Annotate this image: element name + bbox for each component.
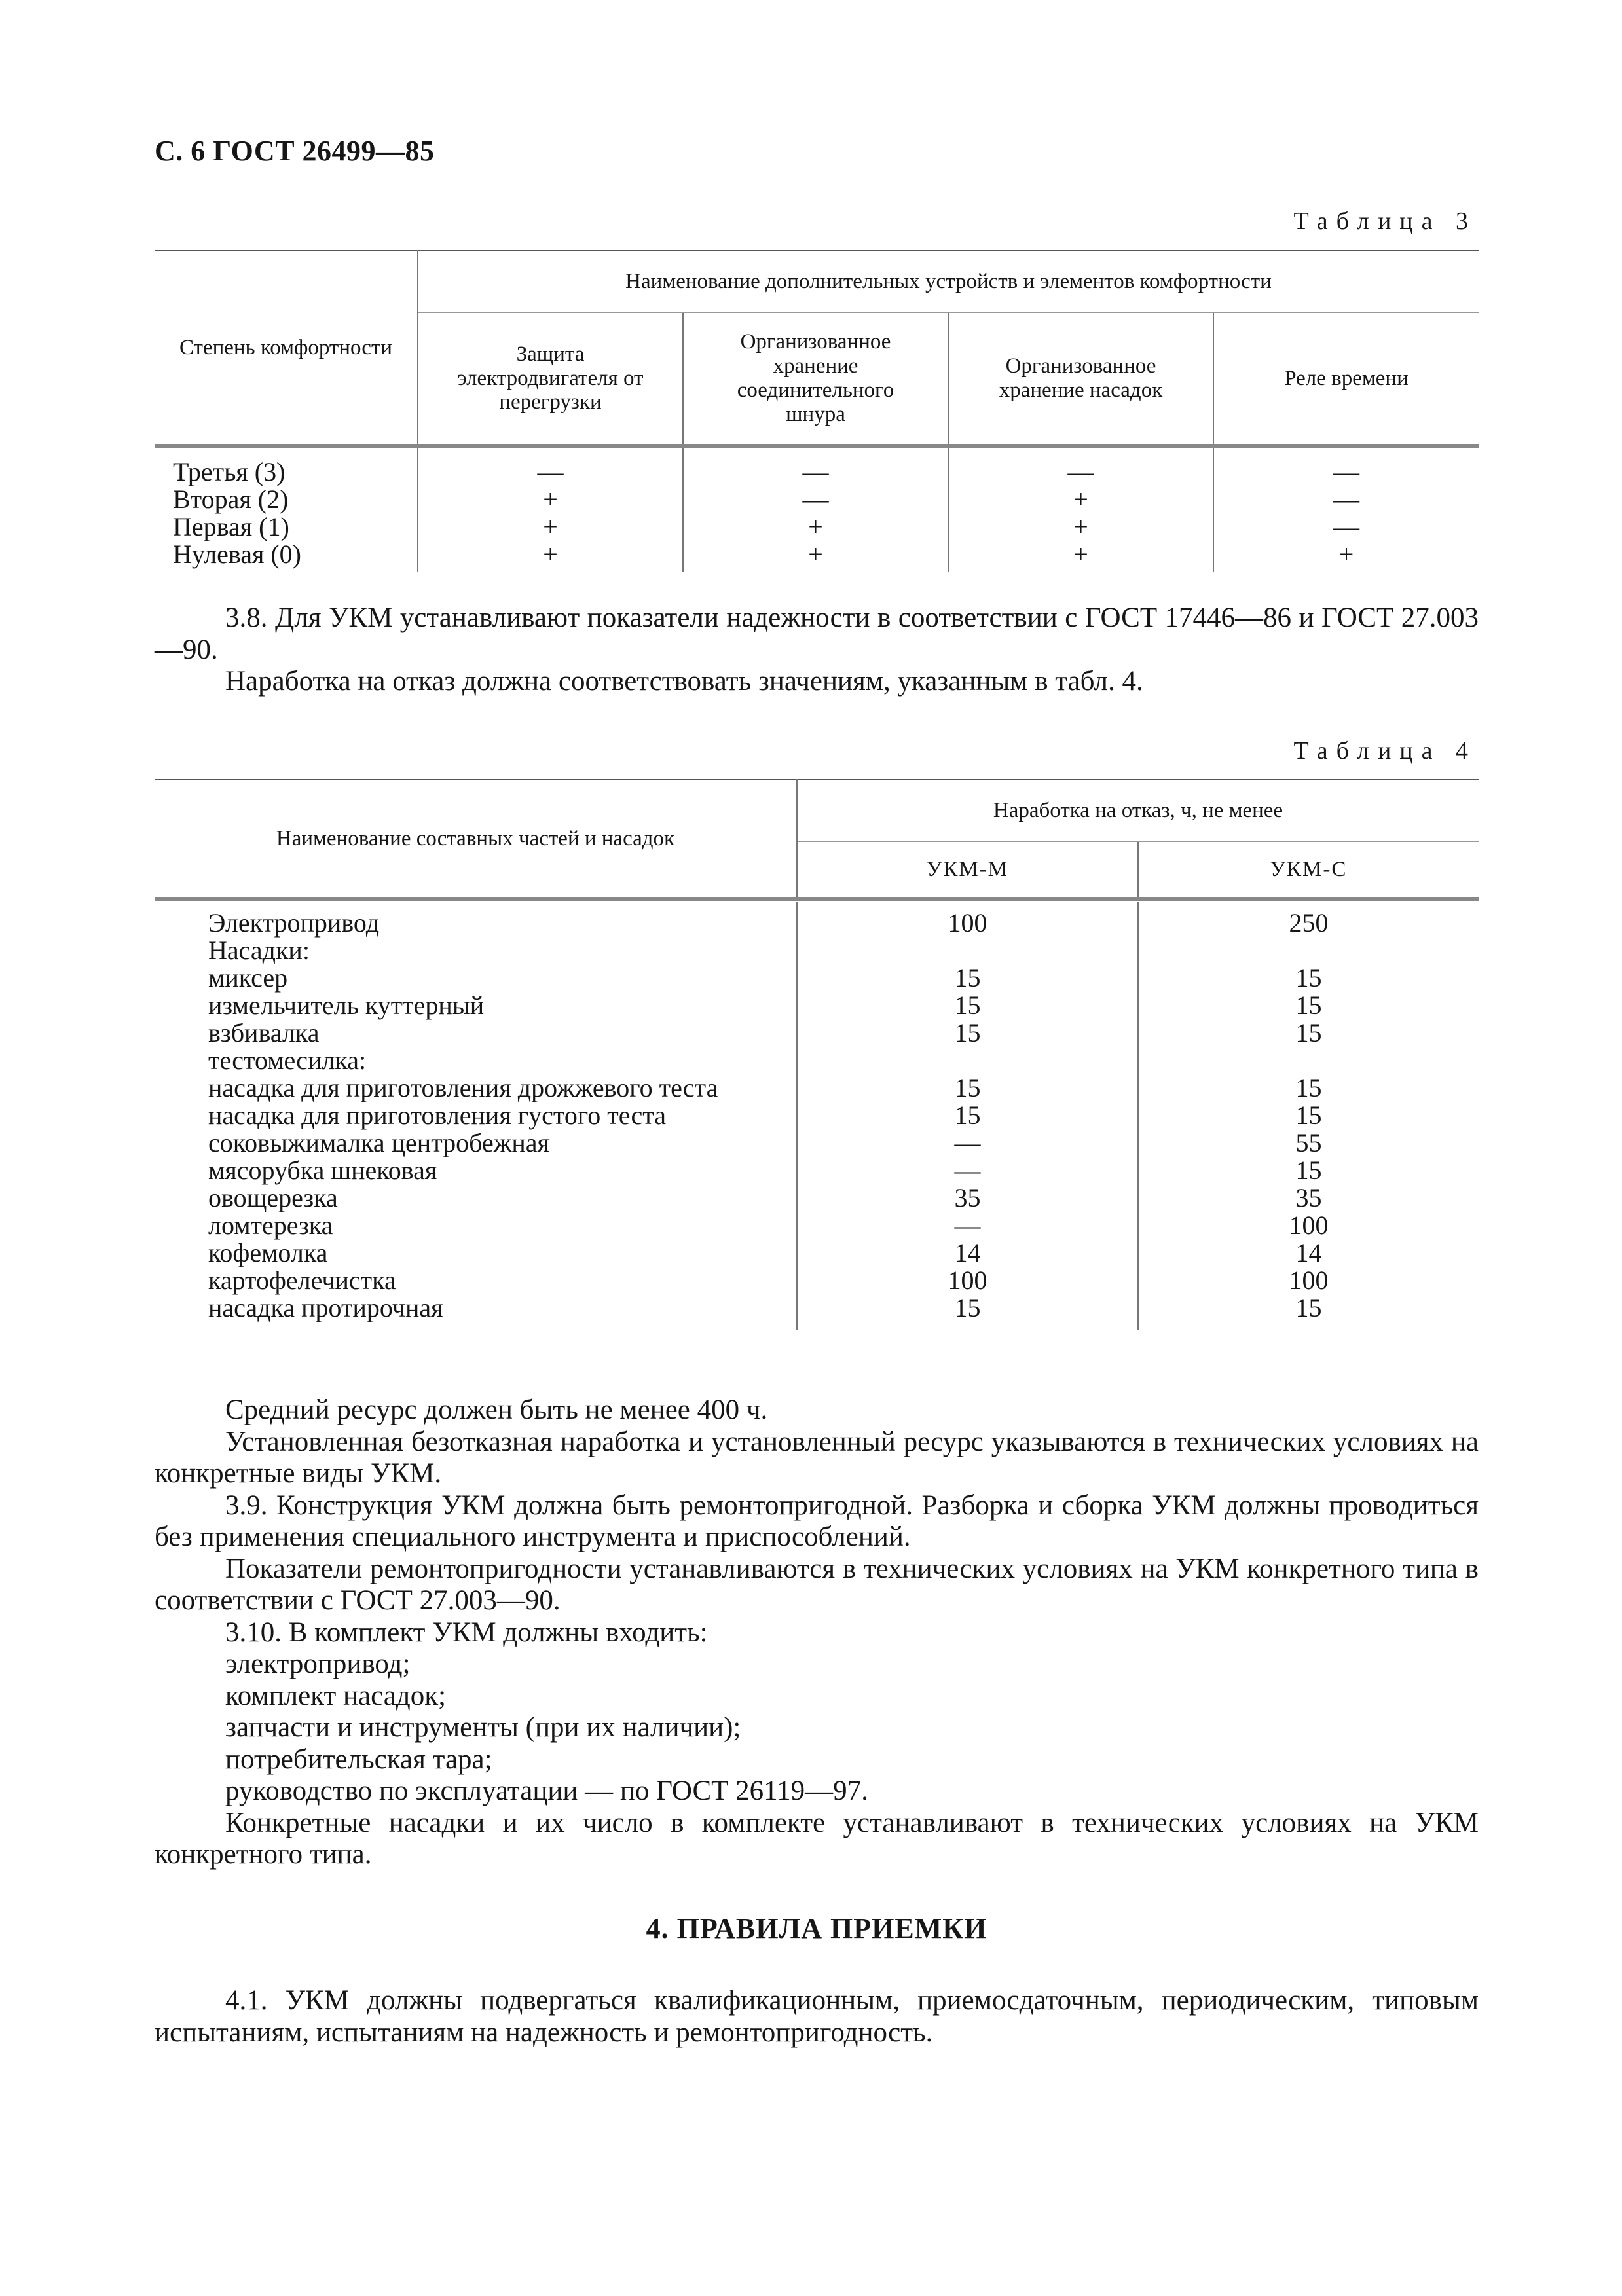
table4-cell: 55 bbox=[1295, 1128, 1322, 1157]
table4-cell: 14 bbox=[1295, 1238, 1322, 1267]
table3-cell: + bbox=[1338, 539, 1354, 569]
table4-row-name: насадка для приготовления дрожжевого теста bbox=[208, 1073, 718, 1102]
paragraph: Показатели ремонтопригодности устанавливаются в технических условиях на УКМ конкретного типа в соответствии с ГОСТ 27.003—90. bbox=[155, 1553, 1479, 1616]
table4-row-names bbox=[155, 902, 797, 1330]
page-header: С. 6 ГОСТ 26499—85 bbox=[155, 135, 435, 167]
table4-row-name: Электропривод bbox=[208, 908, 380, 938]
kit-list-item: потребительская тара; bbox=[225, 1743, 492, 1775]
table3-cell: + bbox=[808, 539, 823, 569]
table3-cell: + bbox=[543, 484, 558, 514]
section-4-title: 4. ПРАВИЛА ПРИЕМКИ bbox=[646, 1912, 987, 1944]
table4-cell: 35 bbox=[954, 1183, 981, 1212]
table4-cell: 100 bbox=[948, 1266, 987, 1295]
table4-col-ukm-m bbox=[797, 902, 1138, 1330]
table4 bbox=[155, 779, 1479, 1330]
table4-cell: 15 bbox=[954, 1073, 981, 1102]
table4-col-header: УКМ-М bbox=[797, 841, 1138, 899]
table4-cell bbox=[1139, 1047, 1479, 1074]
table3-cell: — bbox=[802, 484, 829, 514]
table4-row-name: тестомесилка: bbox=[208, 1046, 367, 1075]
table4-cell: 15 bbox=[1295, 1073, 1322, 1102]
table3-col-values bbox=[948, 448, 1213, 572]
table3-label: Таблица 3 bbox=[1293, 208, 1477, 235]
paragraph: 3.9. Конструкция УКМ должна быть ремонтопригодной. Разборка и сборка УКМ должны проводиться без применения специального инструмента и приспособлений. bbox=[155, 1489, 1479, 1552]
table4-row-name: мясорубка шнековая bbox=[208, 1156, 437, 1185]
table3-col-header: Организованное хранение насадок bbox=[948, 312, 1213, 446]
table4-cell: — bbox=[954, 1128, 981, 1157]
table3-col-values bbox=[1213, 448, 1479, 572]
table4-row-name: насадка для приготовления густого теста bbox=[208, 1101, 666, 1130]
table3-row-name: Вторая (2) bbox=[173, 484, 289, 514]
table3-row-names bbox=[155, 448, 418, 572]
table4-cell bbox=[1139, 937, 1479, 964]
table3 bbox=[155, 250, 1479, 572]
paragraph: Наработка на отказ должна соответствовать значениям, указанным в табл. 4. bbox=[225, 666, 1143, 697]
table4-cell: 100 bbox=[948, 908, 987, 938]
table3-col-header: Реле времени bbox=[1213, 312, 1479, 446]
table3-cell: + bbox=[1073, 539, 1088, 569]
paragraph: 3.8. Для УКМ устанавливают показатели надежности в соответствии с ГОСТ 17446—86 и ГОСТ 27.003—90. bbox=[155, 602, 1479, 665]
table4-row-name: Насадки: bbox=[208, 936, 310, 965]
table4-cell: 15 bbox=[1295, 1293, 1322, 1322]
kit-list-item: запчасти и инструменты (при их наличии); bbox=[225, 1712, 741, 1743]
table3-row-name: Третья (3) bbox=[173, 457, 286, 486]
table4-cell: 15 bbox=[1295, 1101, 1322, 1130]
table4-row-name: картофелечистка bbox=[208, 1266, 396, 1295]
table3-cell: + bbox=[543, 539, 558, 569]
section-4-1 bbox=[155, 1985, 1479, 2049]
paragraph: 3.10. В комплект УКМ должны входить: bbox=[225, 1616, 708, 1648]
section-3-8-3-10 bbox=[155, 1394, 1479, 1871]
table4-cell: 15 bbox=[1295, 963, 1322, 993]
table4-label: Таблица 4 bbox=[1293, 737, 1477, 765]
table4-row-name: измельчитель куттерный bbox=[208, 991, 485, 1020]
table4-cell: 15 bbox=[1295, 1018, 1322, 1048]
table4-row-name: взбивалка bbox=[208, 1018, 320, 1048]
section-3-8 bbox=[155, 602, 1479, 698]
table3-row-header: Степень комфортности bbox=[179, 335, 393, 359]
table4-cell: 15 bbox=[954, 991, 981, 1020]
table3-cell: + bbox=[808, 512, 823, 541]
kit-list-item: руководство по эксплуатации — по ГОСТ 26119—97. bbox=[225, 1776, 868, 1806]
table4-row-name: овощерезка bbox=[208, 1183, 338, 1212]
table3-cell: — bbox=[1067, 457, 1094, 486]
table4-col-header: УКМ-С bbox=[1138, 841, 1479, 899]
table3-col-header: Организованное хранение соединительного шнура bbox=[683, 312, 948, 446]
table4-cell: 100 bbox=[1289, 1266, 1329, 1295]
paragraph: Конкретные насадки и их число в комплекте устанавливают в технических условиях на УКМ конкретного типа. bbox=[155, 1807, 1479, 1870]
table4-cell: 15 bbox=[954, 1018, 981, 1048]
table4-col-ukm-s bbox=[1138, 902, 1479, 1330]
table4-cell bbox=[798, 937, 1137, 964]
table4-cell: 15 bbox=[954, 963, 981, 993]
table4-cell: — bbox=[954, 1211, 981, 1240]
table4-group-header: Наработка на отказ, ч, не менее bbox=[797, 780, 1479, 841]
paragraph: Установленная безотказная наработка и установленный ресурс указываются в технических условиях на конкретные виды УКМ. bbox=[155, 1426, 1479, 1489]
table3-cell: + bbox=[1073, 484, 1088, 514]
table4-cell: 100 bbox=[1289, 1211, 1329, 1240]
table4-row-name: кофемолка bbox=[208, 1238, 328, 1267]
table3-cell: — bbox=[1333, 512, 1359, 541]
table3-cell: + bbox=[543, 512, 558, 541]
kit-list-item: электропривод; bbox=[225, 1649, 411, 1679]
table4-cell: 15 bbox=[954, 1293, 981, 1322]
table4-row-name: миксер bbox=[208, 963, 288, 993]
table4-row-header: Наименование составных частей и насадок bbox=[276, 826, 675, 850]
table4-cell: 250 bbox=[1289, 908, 1329, 938]
table3-row-name: Нулевая (0) bbox=[173, 539, 301, 569]
table3-row-name: Первая (1) bbox=[173, 512, 289, 541]
table3-group-header: Наименование дополнительных устройств и элементов комфортности bbox=[418, 251, 1479, 312]
table3-col-values bbox=[418, 448, 683, 572]
table3-col-values bbox=[683, 448, 948, 572]
table4-cell: — bbox=[954, 1156, 981, 1185]
table3-cell: — bbox=[1333, 457, 1359, 486]
table3-cell: — bbox=[1333, 484, 1359, 514]
table3-col-header: Защита электродвигателя от перегрузки bbox=[418, 312, 683, 446]
table3-cell: + bbox=[1073, 512, 1088, 541]
table3-cell: — bbox=[802, 457, 829, 486]
kit-list-item: комплект насадок; bbox=[225, 1680, 447, 1711]
table4-row-name: насадка протирочная bbox=[208, 1293, 443, 1322]
table4-cell: 14 bbox=[954, 1238, 981, 1267]
table4-cell: 15 bbox=[1295, 1156, 1322, 1185]
paragraph: 4.1. УКМ должны подвергаться квалификационным, приемосдаточным, периодическим, типовым испытаниям, испытаниям на надежность и ремонтопригодность. bbox=[155, 1985, 1479, 2048]
table4-cell: 15 bbox=[1295, 991, 1322, 1020]
paragraph: Средний ресурс должен быть не менее 400 ч. bbox=[225, 1394, 768, 1425]
table4-row-name: соковыжималка центробежная bbox=[208, 1128, 549, 1157]
table4-cell: 15 bbox=[954, 1101, 981, 1130]
table4-cell bbox=[798, 1047, 1137, 1074]
table3-cell: — bbox=[537, 457, 564, 486]
table4-row-name: ломтерезка bbox=[208, 1211, 333, 1240]
table4-cell: 35 bbox=[1295, 1183, 1322, 1212]
